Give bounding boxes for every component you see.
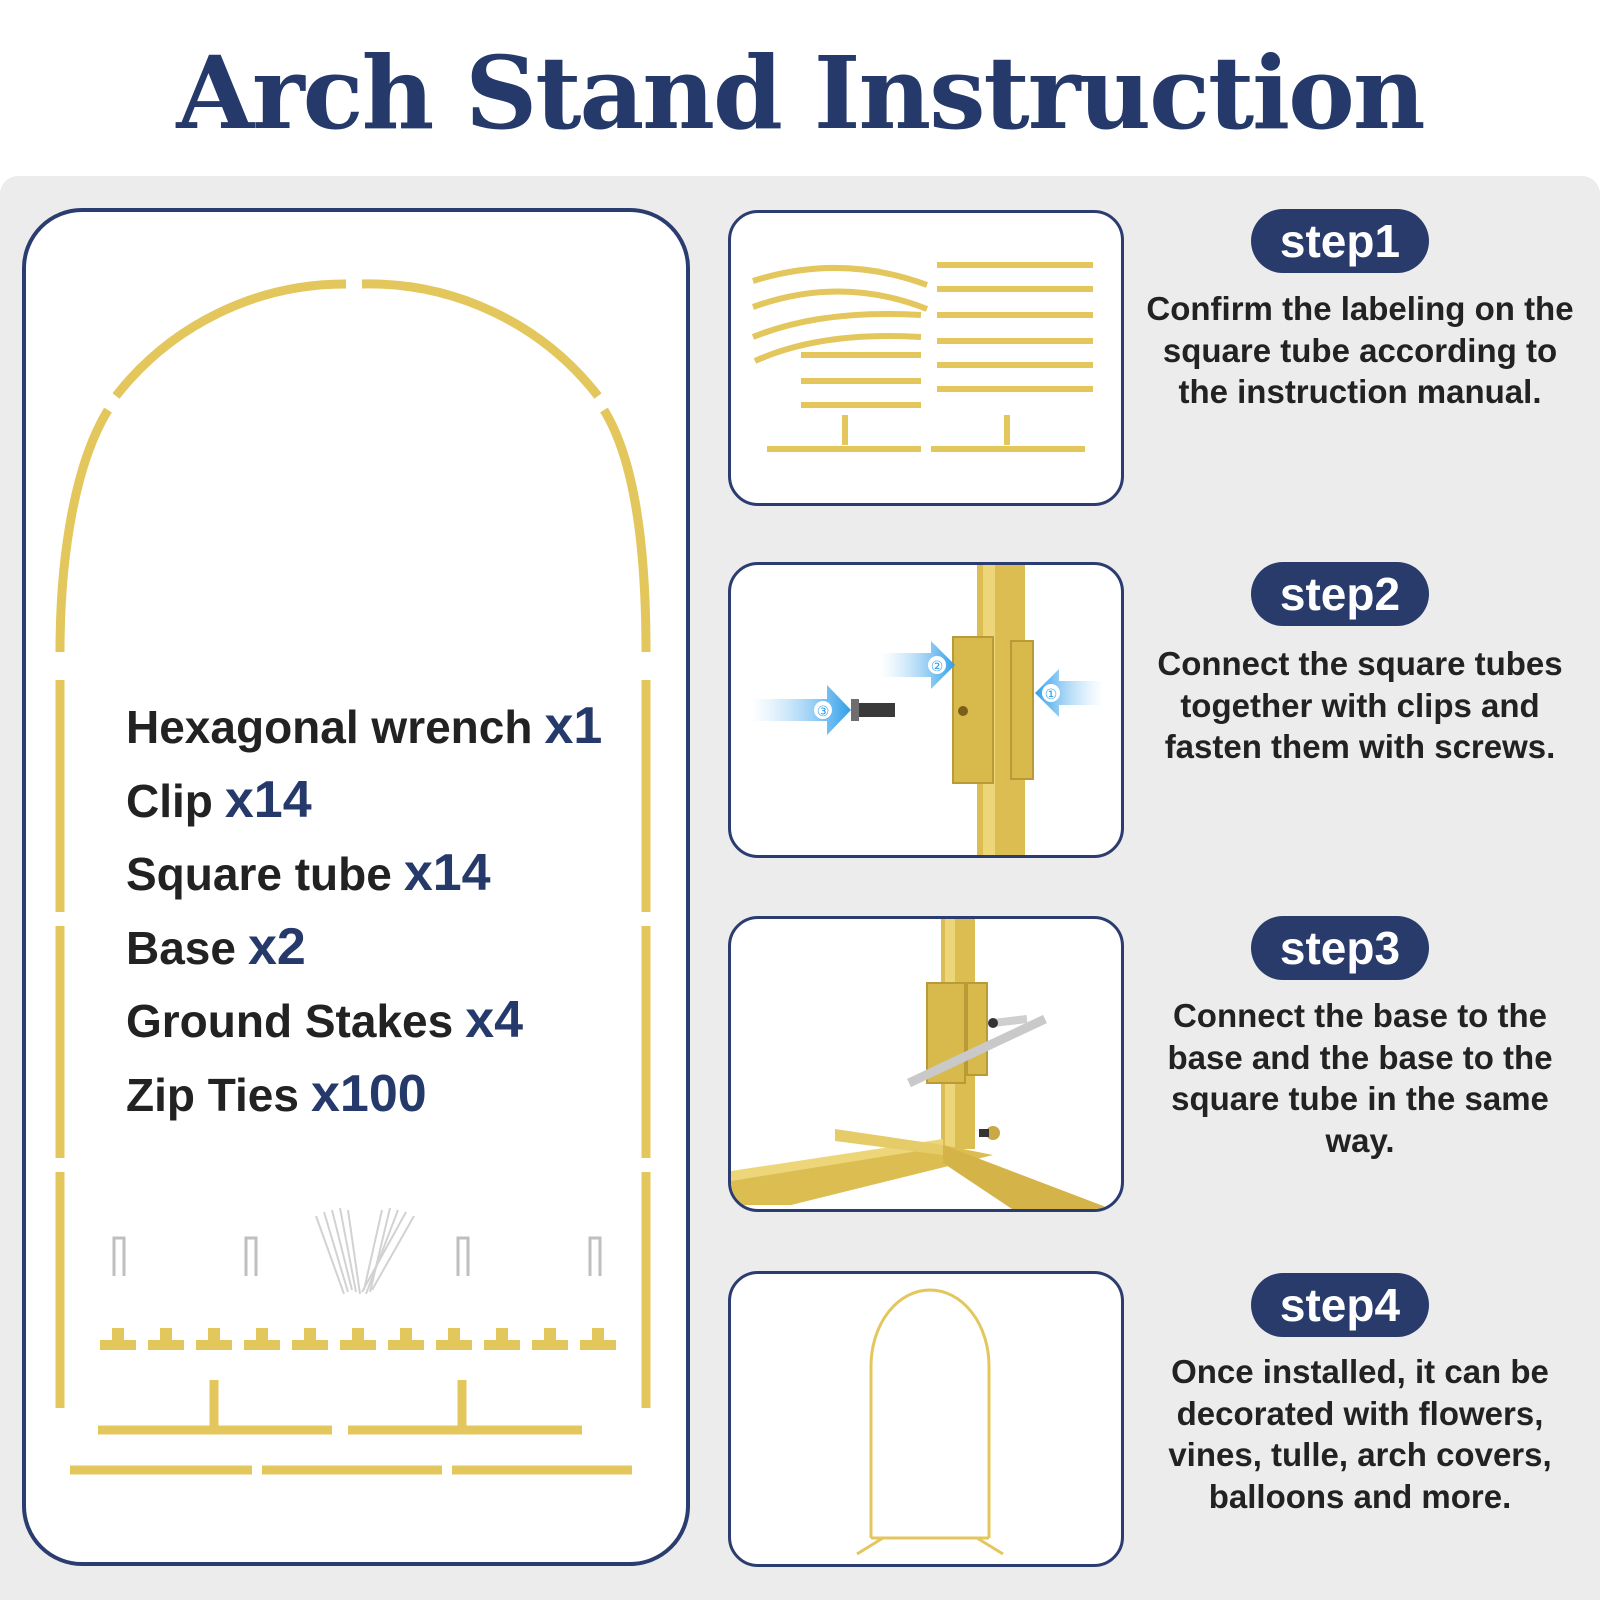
page-title: Arch Stand Instruction bbox=[176, 34, 1424, 152]
arch-curve-piece bbox=[362, 284, 598, 396]
part-qty: x2 bbox=[247, 917, 306, 976]
step3-text: Connect the base to the base and the base to the square tube in the same way. bbox=[1167, 997, 1553, 1159]
step1-illustration bbox=[728, 210, 1124, 506]
marker-1: ① bbox=[1044, 687, 1058, 703]
part-qty: x14 bbox=[224, 770, 312, 829]
step3-illustration bbox=[728, 916, 1124, 1212]
part-qty: x1 bbox=[544, 697, 603, 755]
marker-3: ③ bbox=[816, 704, 830, 720]
arrow-3 bbox=[751, 685, 851, 735]
part-item: Zip Ties x100 bbox=[126, 1064, 427, 1123]
step2-illustration bbox=[728, 562, 1124, 858]
step1-text: Confirm the labeling on the square tube according to the instruction manual. bbox=[1146, 290, 1574, 410]
part-item: Base x2 bbox=[126, 917, 306, 976]
zip-ties bbox=[316, 1208, 414, 1294]
part-qty: x4 bbox=[465, 991, 524, 1049]
step4-illustration bbox=[728, 1271, 1124, 1567]
step2-badge: step2 bbox=[1251, 562, 1429, 626]
step1-badge: step1 bbox=[1251, 209, 1429, 273]
part-qty: x14 bbox=[403, 844, 491, 902]
part-qty: x100 bbox=[310, 1064, 427, 1123]
step4-text: Once installed, it can be decorated with flowers, vines, tulle, arch covers, balloons and more. bbox=[1168, 1353, 1552, 1515]
step2-text: Connect the square tubes together with clips and fasten them with screws. bbox=[1157, 645, 1563, 765]
arch-curve-piece bbox=[604, 410, 646, 652]
arch-curve-piece bbox=[116, 284, 346, 396]
parts-list bbox=[126, 690, 602, 1131]
step3-badge: step3 bbox=[1251, 916, 1429, 980]
part-item: Ground Stakes x4 bbox=[126, 991, 524, 1049]
clip-row bbox=[100, 1328, 616, 1350]
marker-2: ② bbox=[930, 659, 944, 675]
part-item: Clip x14 bbox=[126, 770, 312, 829]
part-item: Hexagonal wrench x1 bbox=[126, 697, 603, 755]
part-item: Square tube x14 bbox=[126, 844, 491, 902]
arch-curve-piece bbox=[60, 410, 108, 652]
parts-card bbox=[22, 208, 690, 1566]
step4-badge: step4 bbox=[1251, 1273, 1429, 1337]
